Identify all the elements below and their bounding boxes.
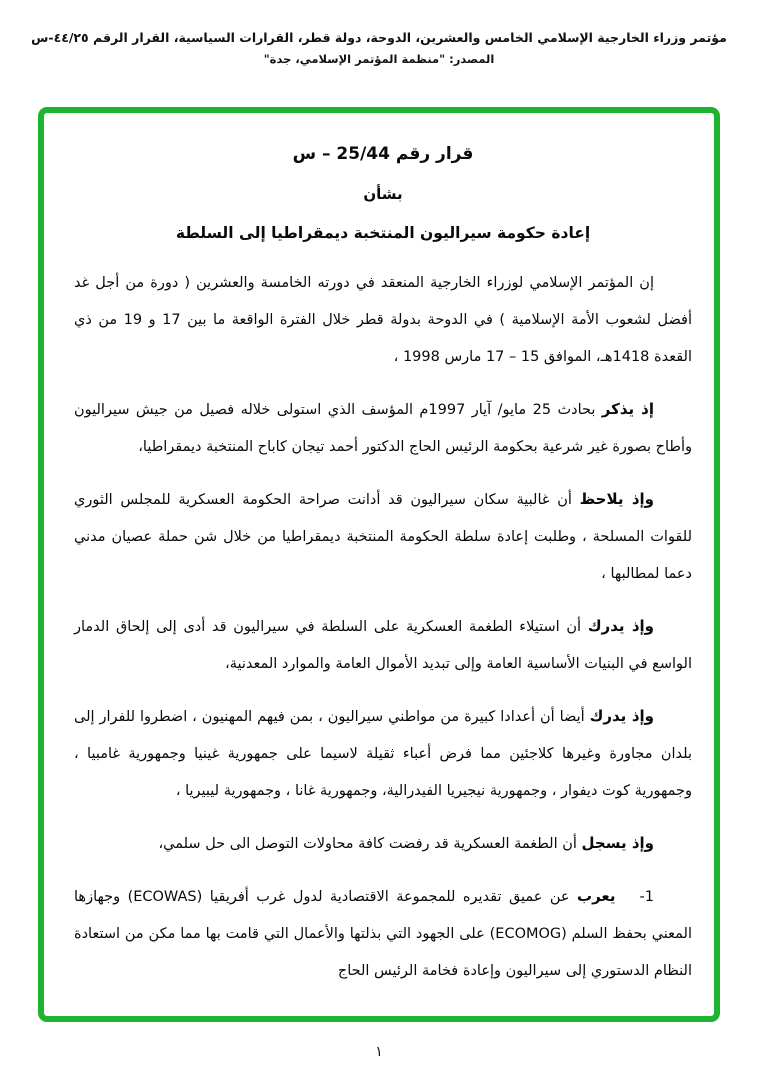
page-number: ١ bbox=[375, 1044, 383, 1060]
paragraph-text: بحادث 25 مايو/ آيار 1997م المؤسف الذي استولى خلاله فصيل من جيش سيراليون وأطاح بصورة غير شرعية بحكومة الرئيس الحاج الدكتور أحمد تيجان كاباح المنتخبة ديمقراطيا، bbox=[74, 402, 692, 455]
paragraph-lead: وإذ يسجل bbox=[581, 834, 654, 852]
document-body bbox=[44, 113, 714, 990]
preamble-opening-paragraph bbox=[74, 264, 692, 376]
preamble-recording-paragraph bbox=[74, 825, 692, 863]
paragraph-text: أن استيلاء الطغمة العسكرية على السلطة في سيراليون قد أدى إلى إلحاق الدمار الواسع في البنيات الأساسية العامة وإلى تبديد الأموال العامة والموارد المعدنية، bbox=[74, 619, 692, 672]
title-block bbox=[74, 137, 692, 250]
paragraph-text: إن المؤتمر الإسلامي لوزراء الخارجية المنعقد في دورته الخامسة والعشرين ( دورة من أجل غد أفضل لشعوب الأمة الإسلامية ) في الدوحة بدولة قطر خلال الفترة الواقعة ما بين 17 و 19 من ذي القعدة 1418هـ، الموافق 15 – 17 مارس 1998 ، bbox=[74, 275, 692, 365]
operative-item-1 bbox=[74, 878, 692, 990]
paragraph-lead: وإذ يلاحظ bbox=[579, 490, 654, 508]
paragraph-lead: وإذ يدرك bbox=[589, 707, 654, 725]
paragraph-text: أن الطغمة العسكرية قد رفضت كافة محاولات التوصل الى حل سلمي، bbox=[158, 836, 582, 852]
item-text: عن عميق تقديره للمجموعة الاقتصادية لدول غرب أفريقيا (ECOWAS) وجهازها المعني بحفظ السلم (ECOMOG) على الجهود التي بذلتها والأعمال التي قامت بها مما مكن من استعادة النظام الدستوري إلى سيراليون وإعادة فخامة الرئيس الحاج bbox=[74, 889, 692, 979]
header-source: المصدر: "منظمة المؤتمر الإسلامي، جدة" bbox=[263, 52, 495, 66]
resolution-number-title: قرار رقم 25/44 – س bbox=[292, 144, 474, 164]
green-border-frame bbox=[38, 107, 720, 1022]
preamble-recalling-paragraph bbox=[74, 391, 692, 466]
paragraph-lead: وإذ يدرك bbox=[587, 617, 655, 635]
header-citation: مؤتمر وزراء الخارجية الإسلامي الخامس والعشرين، الدوحة، دولة قطر، القرارات السياسية، القرار الرقم ٤٤/٢٥-س bbox=[31, 30, 727, 45]
preamble-noting-paragraph bbox=[74, 481, 692, 593]
paragraph-lead: إذ يذكر bbox=[601, 400, 655, 418]
regarding-label: بشأن bbox=[363, 185, 403, 203]
paragraph-text: أيضا أن أعدادا كبيرة من مواطني سيراليون ، بمن فيهم المهنيون ، اضطروا للفرار إلى بلدان مجاورة وغيرها كلاجئين مما فرض أعباء ثقيلة لاسيما على جمهورية غينيا وجمهورية غامبيا ، وجمهورية كوت ديفوار ، وجمهورية نيجيريا الفيدرالية، وجمهورية غانا ، وجمهورية ليبيريا ، bbox=[74, 709, 692, 799]
preamble-aware-paragraph bbox=[74, 608, 692, 683]
item-lead: يعرب bbox=[577, 887, 616, 905]
resolution-subject-title: إعادة حكومة سيراليون المنتخبة ديمقراطيا إلى السلطة bbox=[175, 224, 591, 242]
item-number: 1- bbox=[639, 889, 654, 905]
running-header bbox=[0, 30, 758, 66]
preamble-aware-also-paragraph bbox=[74, 698, 692, 810]
paragraph-text: أن غالبية سكان سيراليون قد أدانت صراحة الحكومة العسكرية للمجلس الثوري للقوات المسلحة ، وطلبت إعادة سلطة الحكومة المنتخبة ديمقراطيا من خلال شن حملة عصيان مدني دعما لمطالبها ، bbox=[74, 492, 692, 582]
